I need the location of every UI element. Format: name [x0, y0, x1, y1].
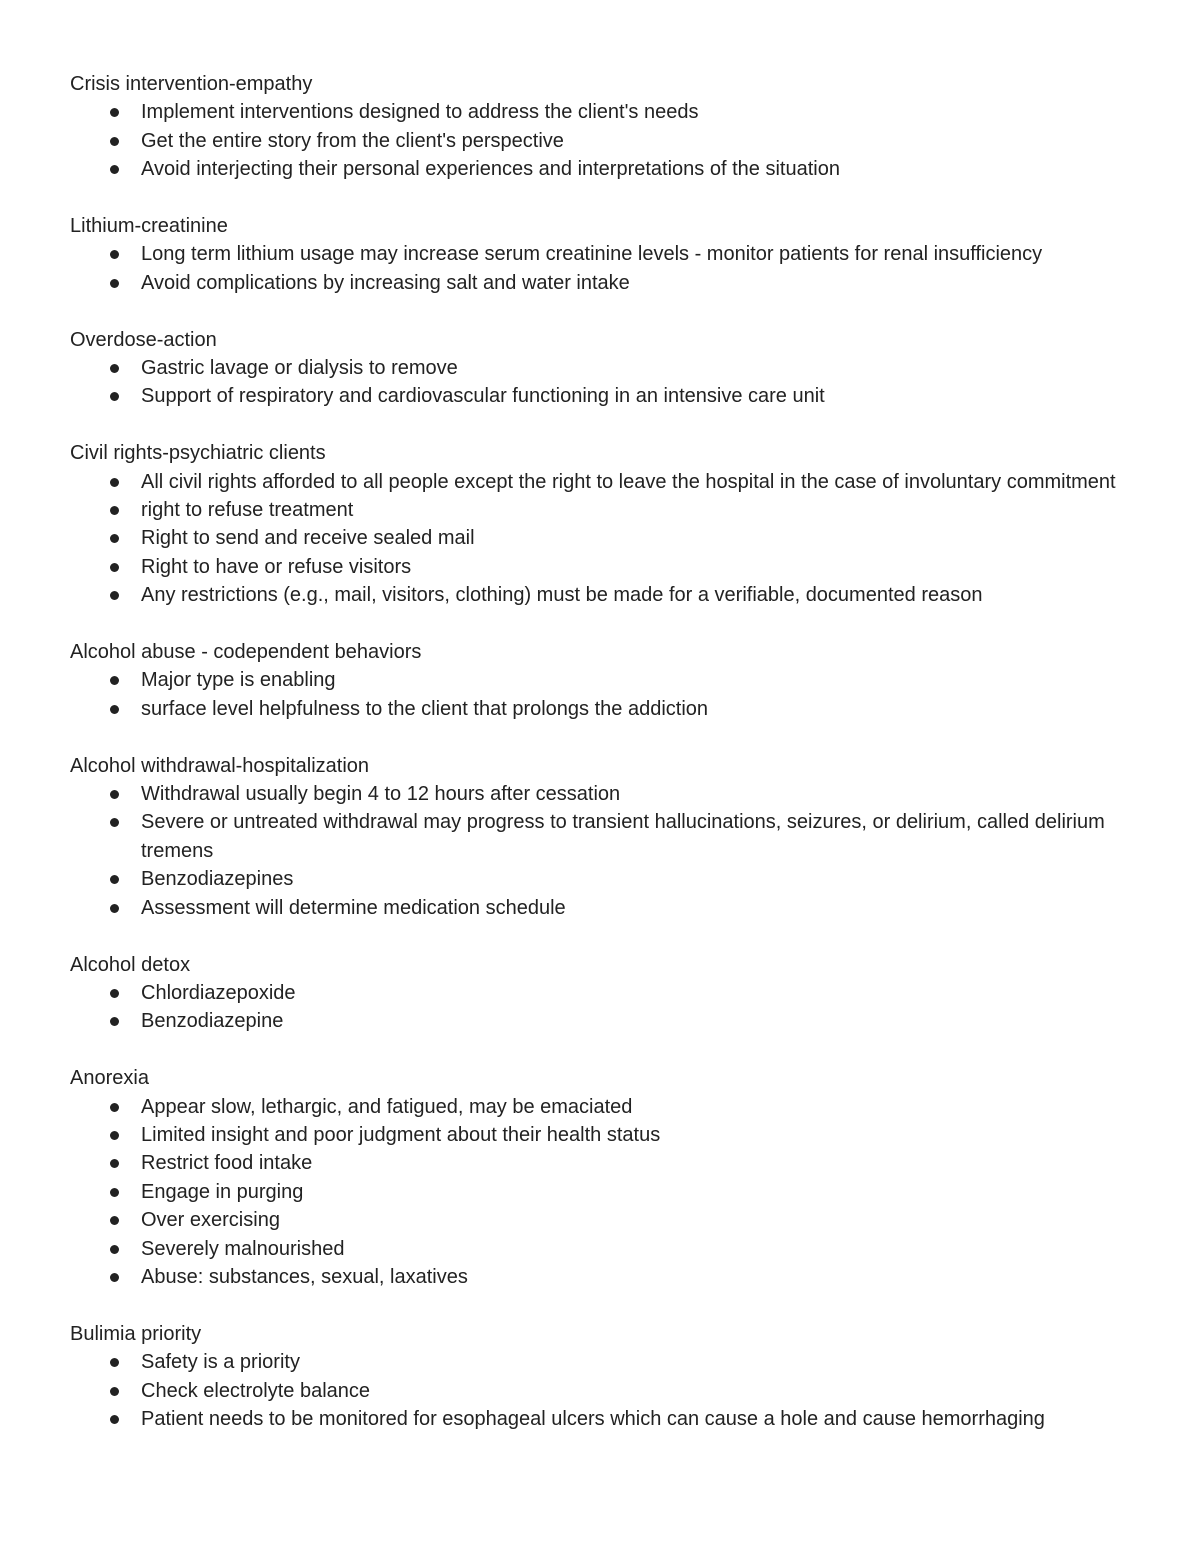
bullet-item	[70, 240, 1130, 268]
bullet-text: Check electrolyte balance	[141, 1379, 371, 1402]
bullet-item	[70, 354, 1130, 382]
bullet-dot-icon	[110, 279, 119, 288]
bullet-item	[70, 524, 1130, 552]
bullet-item	[70, 468, 1130, 496]
bullet-item	[70, 1093, 1130, 1121]
bullet-dot-icon	[110, 591, 119, 600]
bullet-dot-icon	[110, 364, 119, 373]
bullet-dot-icon	[110, 1273, 119, 1282]
bullet-text: Limited insight and poor judgment about their health status	[141, 1123, 661, 1146]
note-section	[70, 1320, 1130, 1434]
document-body	[70, 70, 1130, 1462]
bullet-dot-icon	[110, 165, 119, 174]
bullet-dot-icon	[110, 1245, 119, 1254]
bullet-item	[70, 1377, 1130, 1405]
bullet-dot-icon	[110, 108, 119, 117]
bullet-dot-icon	[110, 1103, 119, 1112]
bullet-item	[70, 1405, 1130, 1433]
bullet-list	[70, 1348, 1130, 1433]
bullet-item	[70, 808, 1130, 865]
bullet-item	[70, 780, 1130, 808]
bullet-text: Patient needs to be monitored for esophageal ulcers which can cause a hole and cause hemorrhaging	[141, 1407, 1045, 1430]
bullet-text: surface level helpfulness to the client that prolongs the addiction	[141, 697, 709, 720]
bullet-text: Gastric lavage or dialysis to remove	[141, 357, 458, 380]
bullet-dot-icon	[110, 1415, 119, 1424]
bullet-text: Major type is enabling	[141, 669, 336, 692]
bullet-dot-icon	[110, 478, 119, 487]
bullet-text: Appear slow, lethargic, and fatigued, may be emaciated	[141, 1095, 633, 1118]
bullet-list	[70, 666, 1130, 723]
bullet-list	[70, 1093, 1130, 1292]
bullet-list	[70, 240, 1130, 297]
section-heading: Overdose-action	[70, 328, 217, 351]
bullet-text: Benzodiazepine	[141, 1010, 284, 1033]
bullet-text: Assessment will determine medication schedule	[141, 896, 566, 919]
bullet-dot-icon	[110, 137, 119, 146]
bullet-dot-icon	[110, 534, 119, 543]
bullet-text: Over exercising	[141, 1209, 280, 1232]
bullet-text: Engage in purging	[141, 1180, 304, 1203]
bullet-list	[70, 468, 1130, 610]
bullet-text: Withdrawal usually begin 4 to 12 hours after cessation	[141, 783, 621, 806]
bullet-list	[70, 354, 1130, 411]
bullet-text: right to refuse treatment	[141, 499, 354, 522]
bullet-item	[70, 1121, 1130, 1149]
bullet-dot-icon	[110, 1358, 119, 1367]
bullet-dot-icon	[110, 989, 119, 998]
bullet-dot-icon	[110, 563, 119, 572]
bullet-text: Support of respiratory and cardiovascular functioning in an intensive care unit	[141, 385, 825, 408]
bullet-dot-icon	[110, 392, 119, 401]
bullet-text: Long term lithium usage may increase serum creatinine levels - monitor patients for renal insufficiency	[141, 243, 1043, 266]
bullet-dot-icon	[110, 1017, 119, 1026]
section-heading: Alcohol detox	[70, 953, 191, 976]
bullet-dot-icon	[110, 1216, 119, 1225]
bullet-item	[70, 666, 1130, 694]
bullet-item	[70, 496, 1130, 524]
bullet-dot-icon	[110, 904, 119, 913]
bullet-item	[70, 894, 1130, 922]
bullet-item	[70, 1007, 1130, 1035]
note-section	[70, 326, 1130, 411]
bullet-item	[70, 553, 1130, 581]
section-heading: Alcohol withdrawal-hospitalization	[70, 754, 370, 777]
bullet-item	[70, 1178, 1130, 1206]
bullet-text: Implement interventions designed to address the client's needs	[141, 101, 699, 124]
bullet-dot-icon	[110, 875, 119, 884]
bullet-item	[70, 1149, 1130, 1177]
bullet-dot-icon	[110, 250, 119, 259]
bullet-list	[70, 780, 1130, 922]
bullet-dot-icon	[110, 1131, 119, 1140]
bullet-text: Severely malnourished	[141, 1237, 345, 1260]
bullet-dot-icon	[110, 1387, 119, 1396]
note-section	[70, 638, 1130, 723]
bullet-text: Get the entire story from the client's perspective	[141, 129, 564, 152]
bullet-dot-icon	[110, 1159, 119, 1168]
bullet-dot-icon	[110, 676, 119, 685]
bullet-text: Abuse: substances, sexual, laxatives	[141, 1265, 468, 1288]
bullet-dot-icon	[110, 818, 119, 827]
bullet-dot-icon	[110, 790, 119, 799]
bullet-text: Right to send and receive sealed mail	[141, 527, 475, 550]
bullet-item	[70, 979, 1130, 1007]
section-heading: Civil rights-psychiatric clients	[70, 442, 326, 465]
note-section	[70, 951, 1130, 1036]
note-section	[70, 752, 1130, 922]
bullet-text: Avoid complications by increasing salt and water intake	[141, 271, 630, 294]
bullet-item	[70, 382, 1130, 410]
bullet-item	[70, 695, 1130, 723]
bullet-item	[70, 1235, 1130, 1263]
bullet-list	[70, 98, 1130, 183]
bullet-text: All civil rights afforded to all people except the right to leave the hospital in the case of involuntary commitment	[141, 470, 1116, 493]
bullet-item	[70, 1348, 1130, 1376]
bullet-item	[70, 98, 1130, 126]
section-heading: Lithium-creatinine	[70, 215, 228, 238]
bullet-text: Benzodiazepines	[141, 868, 294, 891]
note-section	[70, 70, 1130, 184]
bullet-dot-icon	[110, 506, 119, 515]
bullet-item	[70, 155, 1130, 183]
section-heading: Crisis intervention-empathy	[70, 73, 313, 95]
bullet-text: Right to have or refuse visitors	[141, 555, 412, 578]
bullet-text: Avoid interjecting their personal experiences and interpretations of the situation	[141, 158, 840, 181]
bullet-list	[70, 979, 1130, 1036]
bullet-item	[70, 865, 1130, 893]
bullet-text: Severe or untreated withdrawal may progress to transient hallucinations, seizures, or delirium, called delirium tremens	[141, 811, 1105, 862]
section-heading: Bulimia priority	[70, 1322, 202, 1345]
bullet-item	[70, 1263, 1130, 1291]
bullet-text: Restrict food intake	[141, 1152, 313, 1175]
bullet-text: Any restrictions (e.g., mail, visitors, clothing) must be made for a verifiable, documented reason	[141, 584, 983, 607]
section-heading: Anorexia	[70, 1067, 149, 1090]
bullet-dot-icon	[110, 1188, 119, 1197]
section-heading: Alcohol abuse - codependent behaviors	[70, 641, 422, 664]
note-section	[70, 1064, 1130, 1291]
bullet-item	[70, 1206, 1130, 1234]
bullet-text: Chlordiazepoxide	[141, 981, 296, 1004]
bullet-text: Safety is a priority	[141, 1351, 300, 1374]
bullet-item	[70, 127, 1130, 155]
bullet-item	[70, 581, 1130, 609]
bullet-item	[70, 269, 1130, 297]
bullet-dot-icon	[110, 705, 119, 714]
note-section	[70, 212, 1130, 297]
note-section	[70, 439, 1130, 609]
